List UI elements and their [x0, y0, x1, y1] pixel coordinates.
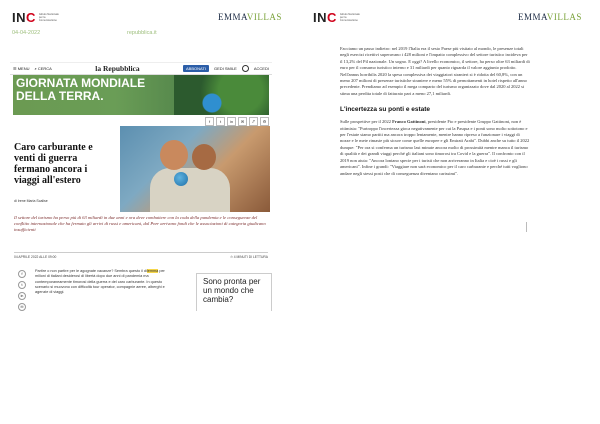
- search-button[interactable]: ⌕ CERCA: [34, 66, 52, 71]
- article-photo: [120, 126, 270, 212]
- login-button[interactable]: ACCEDI: [253, 66, 269, 71]
- publish-date: 04 APRILE 2022 ALLE 09:00: [14, 255, 57, 259]
- user-icon[interactable]: [242, 65, 249, 72]
- person-name[interactable]: Franco Gattinoni: [392, 119, 426, 125]
- repubblica-logo[interactable]: la Repubblica: [95, 64, 140, 73]
- twitter-icon[interactable]: t: [18, 281, 26, 289]
- clip-source: repubblica.it: [127, 30, 157, 36]
- mail-icon[interactable]: ✉: [18, 303, 26, 311]
- inc-logo-letter: I: [313, 10, 318, 25]
- article-page-1: [10, 62, 272, 311]
- paragraph-text: Sulle prospettive per il 2022: [340, 119, 393, 125]
- linkedin-icon[interactable]: in: [18, 292, 26, 300]
- inc-logo-letter: C: [26, 10, 36, 25]
- inc-logo: [12, 12, 61, 24]
- globe-icon: [174, 172, 188, 186]
- inc-logo-letter: I: [12, 10, 17, 25]
- twitter-icon[interactable]: t: [216, 117, 225, 126]
- article-page-2: [340, 46, 530, 326]
- reading-time: ⏱ 4 MINUTI DI LETTURA: [230, 255, 268, 259]
- paragraph-text: , presidente Fto e presidente Gruppo Gattinoni, non è ottimista: "Purtroppo l'incertezza gioca negativamente per cui la Pasqua e i ponti sono molto sottotono e per l'estate siamo partiti ma ancora troppo lentamente, mentre hanno ripreso a funzionare i viaggi di nozze e le mete rimaste più sicure come quelle europee e gli Emirati Arabi". Dubbi anche su tutto il 2022 dunque: "Per ora si conferma un turismo last minute ancora molto di prossimità mentre manca il turismo di qualità e dei grandi viaggi perché gli italiani sono timorosi tra Covid e la guerra". Il confronto con il 2019 non aiuta: "Ancora lontano specie per i turisti che non arriveranno in Italia e cioè i russi e gli americani". Infine i grandi: "Viaggiare non sarà economico per il caro carburante e perché tutti vogliono andare negli stessi posti che di conseguenza diventano carissimi".: [340, 119, 530, 176]
- section-heading: L'incertezza su ponti e estate: [340, 106, 431, 114]
- social-column: [18, 270, 26, 311]
- divider: [14, 252, 268, 253]
- linkedin-icon[interactable]: in: [227, 117, 236, 126]
- logo-text: EMMA: [218, 12, 247, 22]
- article-body-intro: [35, 269, 175, 295]
- clip-date: 04-04-2022: [12, 30, 41, 36]
- inc-logo: [313, 12, 362, 24]
- article-summary: Il settore del turismo ha perso più di 63 miliardi in due anni e ora deve combattere con la coda della pandemia e le conseguenze del conflitto internazionale che ha fermato gli arrivi di russi e americani, dal Pnrr arrivano fondi che le associazioni di categoria giudicano insufficienti: [14, 215, 266, 232]
- subscribe-button[interactable]: ABBONATI: [183, 65, 209, 72]
- settings-icon[interactable]: ⚙: [260, 117, 269, 126]
- emma-villas-logo: [218, 12, 282, 22]
- logo-text: VILLAS: [246, 12, 282, 22]
- site-topbar: [10, 63, 272, 75]
- article-meta-row: [14, 255, 268, 259]
- inc-logo-letter: N: [317, 10, 328, 25]
- article-paragraph: Facciamo un passo indietro: nel 2019 l'Italia era il sesto Paese più visitato al mondo, le presenze totali negli esercizi ricettivi superavano i 428 milioni e l'impatto complessivo del settore turistico incideva per il 13,2% del Pil nazionale. Un sogno. E oggi? A livello economico, il settore, ha perso oltre 63 miliardi di euro per il consumo turistico interno e 31 miliardi per quanto riguarda il valore aggiunto prodotto. Nell'annus horribilis 2020 la spesa complessiva dei viaggiatori stranieri si è ridotta del 60,8%, con un meno 207 milioni di presenze turistiche straniere e meno 55% di pernottamenti in hotel rispetto all'anno precedente. Prendiamo ad esempio il mega comparto del turismo organizzato dove dal 2020 al 2022 si stima una perdita totale di fatturato pari a meno 27,1 miliardi.: [340, 46, 530, 96]
- logo-text: EMMA: [518, 12, 547, 22]
- inc-logo-letter: C: [327, 10, 337, 25]
- emma-villas-logo: [518, 12, 582, 22]
- gedi-smile-link[interactable]: GEDI SMILE: [213, 66, 237, 71]
- article-headline: Caro carburante e venti di guerra fermano ancora i viaggi all'estero: [14, 142, 93, 186]
- ad-text: Sono pronta per un mondo che cambia?: [203, 277, 261, 304]
- inc-logo-letter: N: [16, 10, 27, 25]
- advertisement[interactable]: [196, 273, 272, 311]
- banner-line: DELLA TERRA.: [16, 89, 104, 103]
- earth-day-banner[interactable]: [13, 75, 269, 115]
- scrollbar-thumb[interactable]: [526, 222, 527, 232]
- body-text-start: Partire o non partire per le agognate vacanze? Sembra questo il di: [35, 269, 147, 273]
- body-text-rest: per milioni di italiani desiderosi di libertà dopo due anni di pandemia ma contemporaneamente timorosi della guerra e del caro carburante. In questo scenario si muovono con difficoltà tour operator, compagnie aeree, alberghi e agenzie di viaggi.: [35, 269, 165, 295]
- banner-line: GIORNATA MONDIALE: [16, 76, 146, 90]
- highlighted-word: lemma: [146, 269, 159, 273]
- inc-logo-tagline: Istituto Nazionale per la Comunicazione: [339, 13, 360, 22]
- article-paragraph: [340, 119, 530, 177]
- banner-plant-image: [174, 75, 269, 115]
- facebook-icon[interactable]: f: [18, 270, 26, 278]
- share-toolbar: [205, 117, 269, 126]
- mail-icon[interactable]: ✉: [238, 117, 247, 126]
- share-icon[interactable]: ⤤: [249, 117, 258, 126]
- facebook-icon[interactable]: f: [205, 117, 214, 126]
- menu-button[interactable]: ☰ MENU: [13, 66, 30, 71]
- logo-text: VILLAS: [546, 12, 582, 22]
- inc-logo-tagline: Istituto Nazionale per la Comunicazione: [38, 13, 59, 22]
- article-byline[interactable]: di Irene Maria Scalise: [14, 199, 48, 203]
